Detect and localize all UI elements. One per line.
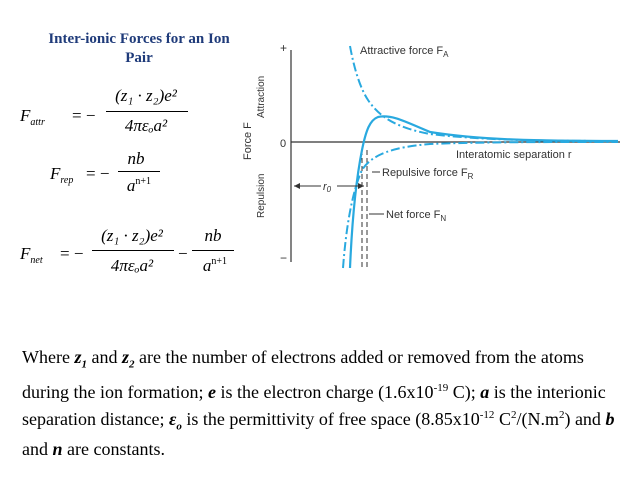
f-net-numerator-1: (z₁ · z₂)e² — [101, 226, 163, 245]
f-rep-denominator-exp: n+1 — [135, 176, 152, 187]
repulsion-label: Repulsion — [256, 173, 267, 218]
y-axis-label: Force F — [242, 122, 254, 160]
f-rep-lhs-sub: rep — [60, 175, 74, 186]
f-net-numerator-2: nb — [204, 226, 222, 245]
minus-tick-label: − — [280, 251, 288, 265]
net-force-curve — [350, 116, 618, 268]
explanation-paragraph: Where $z_1$ and $z_2$ are the number of electrons added or removed from the atoms during the ion formation; e is the electron charge ($1.6x10^{-19}$ C); a is the interionic separation distance; $\varepsilon_o$ is the permittivity of free space ($8.85x10^{-12}$ $C^2/(N.m^2)$ and b and n are constants. — [22, 347, 615, 460]
f-net-denominator-1: 4πεₒa² — [110, 256, 154, 275]
f-net-equals: = − — [60, 244, 84, 263]
f-rep-numerator: nb — [127, 149, 145, 168]
title-line-1: Inter-ionic Forces for an Ion — [48, 31, 230, 47]
interatomic-separation-label: Interatomic separation r — [456, 149, 572, 161]
e-symbol: e — [207, 381, 216, 402]
f-rep-denominator: a — [126, 176, 136, 195]
net-force-label: Net force $F_N$ — [386, 209, 447, 223]
epsilon-symbol: ε — [168, 408, 177, 429]
f-rep-equals: = − — [86, 164, 110, 183]
f-attr-denominator: 4πεₒa² — [124, 116, 168, 135]
f-net-lhs: F — [20, 244, 31, 263]
f-net-denominator-2-exp: n+1 — [211, 256, 228, 267]
f-attr-lhs: F — [20, 106, 31, 125]
a-symbol: a — [480, 381, 490, 402]
f-attr-lhs-sub: attr — [30, 117, 45, 128]
r0-arrowhead-right — [358, 183, 364, 189]
z2-symbol: z — [121, 347, 129, 367]
plus-tick-label: + — [280, 41, 288, 55]
b-symbol: b — [605, 408, 615, 429]
repulsive-force-label: Repulsive force $F_R$ — [382, 167, 474, 181]
f-attr-numerator: (z₁ · z₂)e² — [115, 86, 177, 105]
z1-symbol: z — [74, 347, 82, 367]
attractive-force-curve — [350, 46, 618, 141]
f-rep-lhs: F — [50, 164, 61, 183]
f-net-lhs-sub: net — [30, 255, 43, 266]
f-net-minus: − — [178, 244, 188, 263]
attractive-force-label: Attractive force $F_A$ — [360, 45, 449, 59]
f-net-denominator-2: a — [202, 256, 212, 275]
r0-label: r0 — [323, 181, 332, 194]
title-line-2: Pair — [125, 50, 153, 66]
attraction-label: Attraction — [256, 75, 267, 118]
n-symbol: n — [52, 439, 63, 460]
f-attr-equals: = − — [72, 106, 96, 125]
zero-tick-label: 0 — [280, 138, 287, 150]
r0-arrowhead-left — [294, 183, 300, 189]
